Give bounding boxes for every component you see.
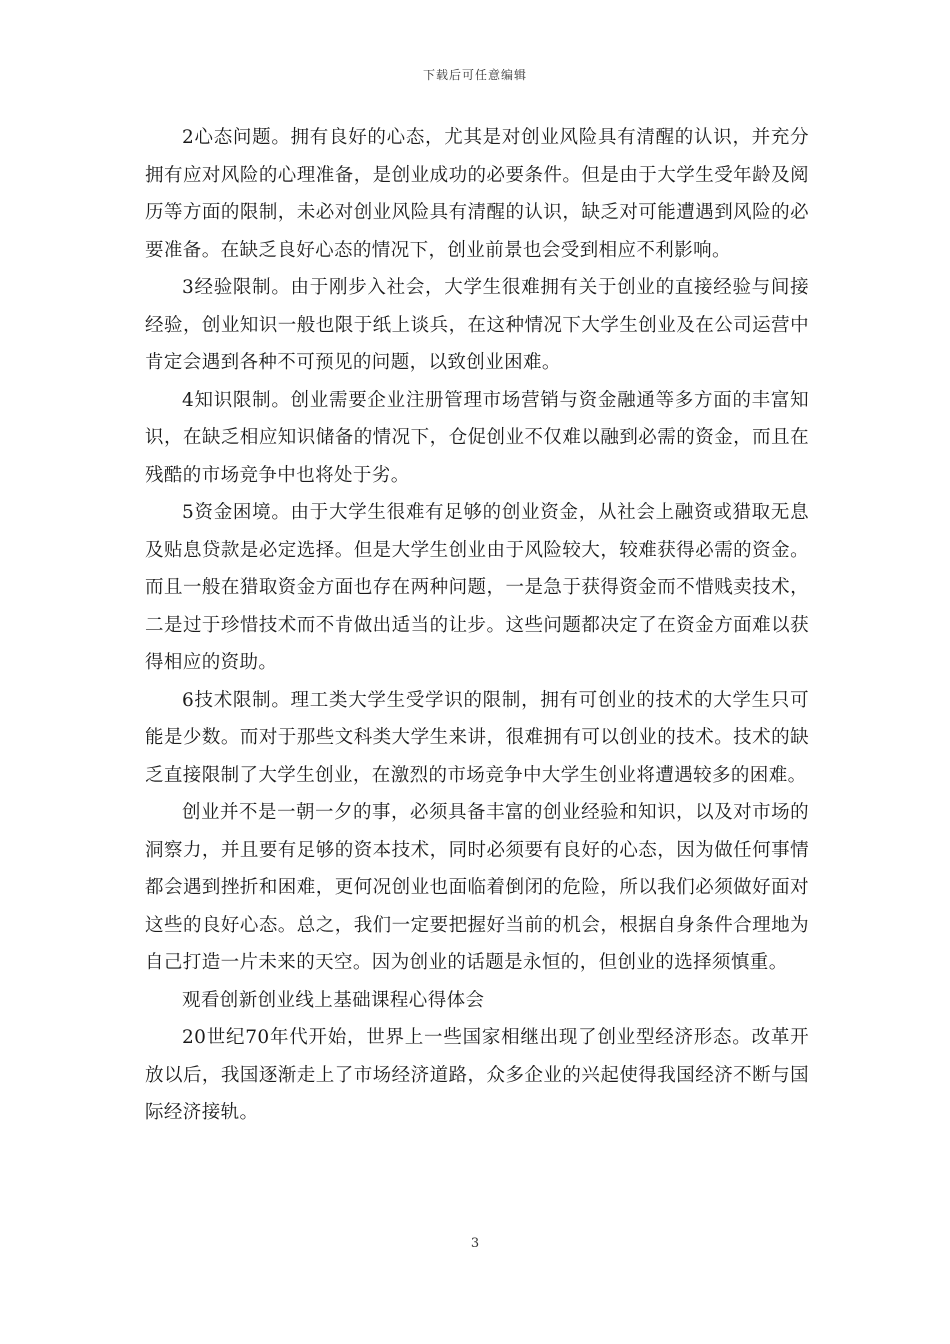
section-heading: 观看创新创业线上基础课程心得体会 [182,989,485,1011]
paragraph-funding: 5资金困境。由于大学生很难有足够的创业资金，从社会上融资或猎取无息及贴息贷款是必定选择。但是大学生创业由于风险较大，较难获得必需的资金。而且一般在猎取资金方面也存在两种问题，一是急于获得资金而不惜贱卖技术，二是过于珍惜技术而不肯做出适当的让步。这些问题都决定了在资金方面难以获得相应的资助。 [145,502,809,673]
document-body [145,119,809,1132]
page-number: 3 [470,1236,480,1251]
paragraph-experience: 3经验限制。由于刚步入社会，大学生很难拥有关于创业的直接经验与间接经验，创业知识一般也限于纸上谈兵，在这种情况下大学生创业及在公司运营中肯定会遇到各种不可预见的问题，以致创业困难。 [145,277,809,373]
paragraph-knowledge: 4知识限制。创业需要企业注册管理市场营销与资金融通等多方面的丰富知识，在缺乏相应知识储备的情况下，仓促创业不仅难以融到必需的资金，而且在残酷的市场竞争中也将处于劣。 [145,389,809,486]
paragraph-conclusion: 创业并不是一朝一夕的事，必须具备丰富的创业经验和知识，以及对市场的洞察力，并且要有足够的资本技术，同时必须要有良好的心态，因为做任何事情都会遇到挫折和困难，更何况创业也面临着倒闭的危险，所以我们必须做好面对这些的良好心态。总之，我们一定要把握好当前的机会，根据自身条件合理地为自己打造一片未来的天空。因为创业的话题是永恒的，但创业的选择须慎重。 [145,802,809,973]
paragraph-mindset: 2心态问题。拥有良好的心态，尤其是对创业风险具有清醒的认识，并充分拥有应对风险的心理准备，是创业成功的必要条件。但是由于大学生受年龄及阅历等方面的限制，未必对创业风险具有清醒的认识，缺乏对可能遭遇到风险的必要准备。在缺乏良好心态的情况下，创业前景也会受到相应不利影响。 [145,127,809,261]
paragraph-technology: 6技术限制。理工类大学生受学识的限制，拥有可创业的技术的大学生只可能是少数。而对于那些文科类大学生来讲，很难拥有可以创业的技术。技术的缺乏直接限制了大学生创业，在激烈的市场竞争中大学生创业将遭遇较多的困难。 [145,689,809,786]
page-header: 下载后可任意编辑 [422,68,527,82]
paragraph-history: 20世纪70年代开始，世界上一些国家相继出现了创业型经济形态。改革开放以后，我国逐渐走上了市场经济道路，众多企业的兴起使得我国经济不断与国际经济接轨。 [145,1027,809,1123]
